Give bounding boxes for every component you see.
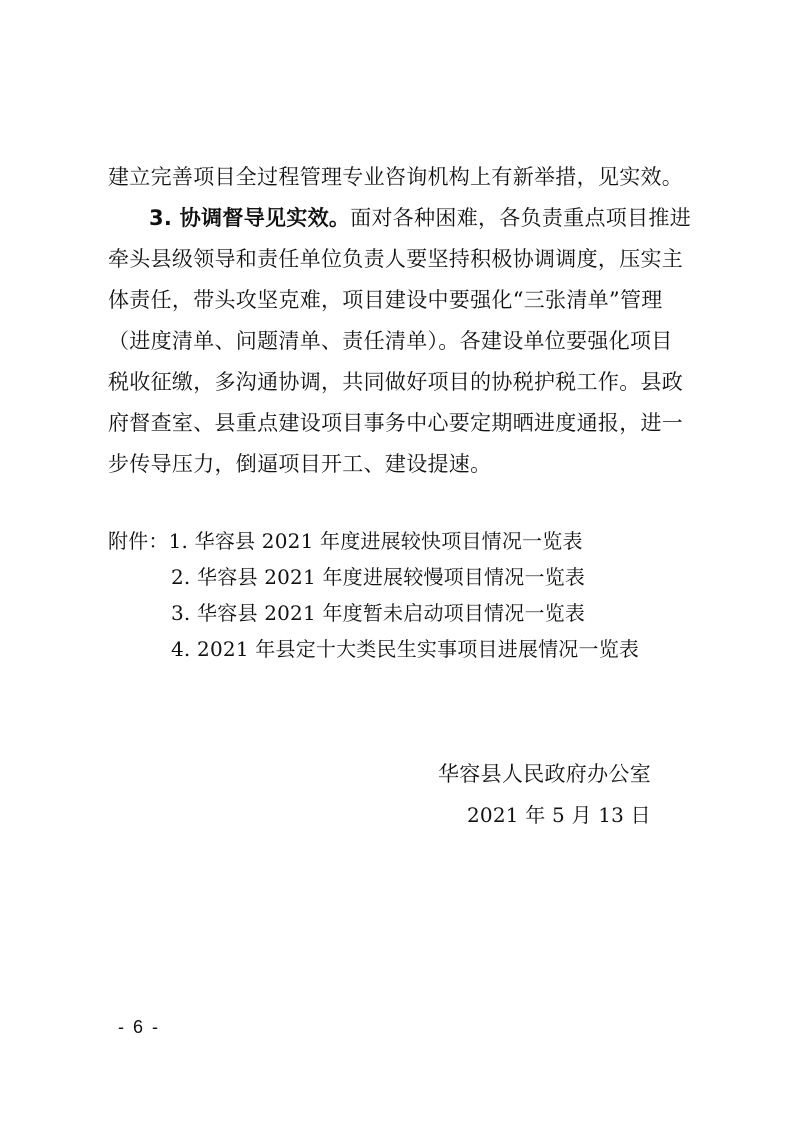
section-3-first-line — [149, 203, 691, 233]
attachment-item-3: 3. 华容县 2021 年度暂未启动项目情况一览表 — [171, 601, 586, 625]
body-line-8: 步传导压力，倒逼项目开工、建设提速。 — [108, 452, 492, 476]
attachment-row-1 — [108, 526, 583, 556]
body-line-6: 税收征缴，多沟通协调，共同做好项目的协税护税工作。县政 — [108, 370, 684, 394]
body-line-3: 牵头县级领导和责任单位负责人要坚持积极协调调度，压实主 — [108, 247, 684, 271]
issue-date: 2021 年 5 月 13 日 — [467, 803, 651, 827]
body-line-4: 体责任，带头攻坚克难，项目建设中要强化“三张清单”管理 — [108, 288, 663, 312]
attachment-label: 附件： — [108, 529, 169, 553]
body-line-5: （进度清单、问题清单、责任清单）。各建设单位要强化项目 — [108, 329, 673, 353]
section-3-first-line-text: 面对各种困难，各负责重点项目推进 — [350, 206, 692, 230]
issuing-office: 华容县人民政府办公室 — [438, 762, 651, 786]
body-line-1: 建立完善项目全过程管理专业咨询机构上有新举措，见实效。 — [108, 165, 684, 189]
attachment-item-2: 2. 华容县 2021 年度进展较慢项目情况一览表 — [171, 565, 586, 589]
section-3-heading: 3. 协调督导见实效。 — [149, 206, 351, 230]
body-line-7: 府督查室、县重点建设项目事务中心要定期晒进度通报，进一 — [108, 411, 684, 435]
attachment-item-1: 1. 华容县 2021 年度进展较快项目情况一览表 — [168, 529, 583, 553]
attachment-item-4: 4. 2021 年县定十大类民生实事项目进展情况一览表 — [171, 637, 640, 661]
page-number: - 6 - — [118, 1017, 161, 1037]
